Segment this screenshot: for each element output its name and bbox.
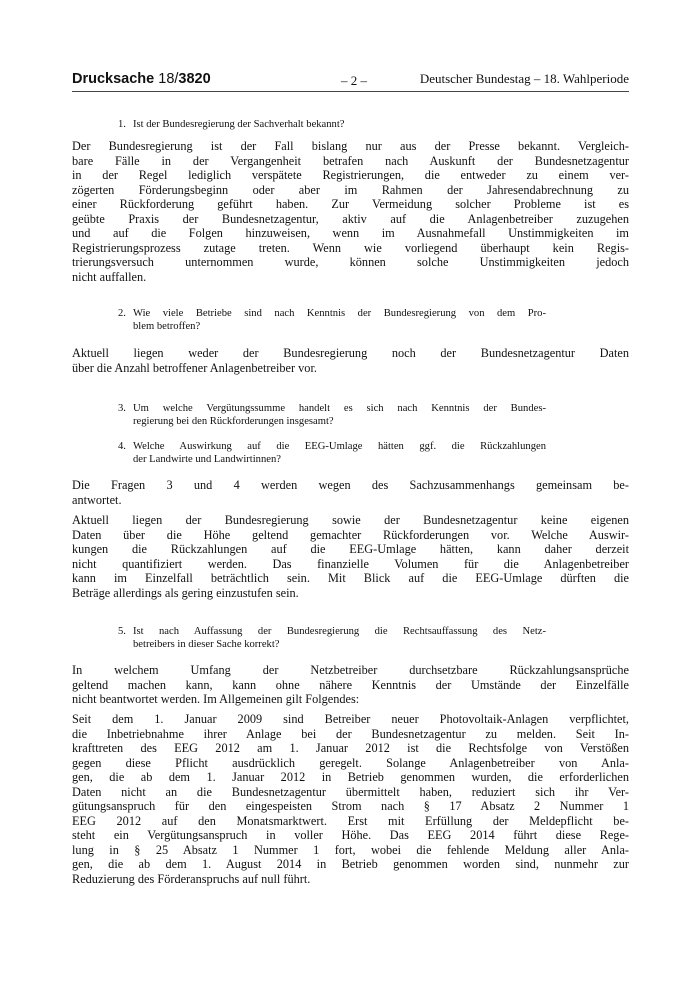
- answer-line: gegen diese Pflicht ausdrücklich geregelt. Solange Anlagenbetreiber von Anla-: [72, 755, 629, 770]
- question-2: [118, 307, 546, 333]
- answer-line: In welchem Umfang der Netzbetreiber durchsetzbare Rückzahlungsansprüche: [72, 663, 629, 677]
- answer-3-4-intro: [72, 478, 629, 507]
- question-line: Welche Auswirkung auf die EEG-Umlage hätten ggf. die Rückzahlungen: [133, 441, 546, 452]
- answer-line: Registrierungsprozess zutage treten. Wenn wie vorliegend überhaupt kein Regis-: [72, 240, 629, 255]
- answer-line: Seit dem 1. Januar 2009 sind Betreiber neuer Photovoltaik-Anlagen verpflichtet,: [72, 712, 629, 726]
- answer-line: und auf die Folgen hinzuweisen, wenn im Ausnahmefall Unstimmigkeiten im: [72, 226, 629, 240]
- question-number: 3.: [118, 403, 126, 414]
- answer-line: kann im Einzelfall beträchtlich sein. Mit Blick auf die EEG-Umlage dürften die: [72, 571, 629, 585]
- page-header: [72, 71, 629, 91]
- answer-line: geltend machen kann, kann ohne nähere Kenntnis der Umstände der Einzelfälle: [72, 677, 629, 692]
- question-number: 2.: [118, 308, 126, 319]
- answer-line: Daten nicht an die Bundesnetzagentur übermittelt haben, reduziert sich ihr Ver-: [72, 784, 629, 799]
- question-1: [118, 118, 546, 131]
- answer-5-intro: [72, 663, 629, 707]
- answer-line: Die Fragen 3 und 4 werden wegen des Sachzusammenhangs gemeinsam be-: [72, 478, 629, 492]
- question-line: betreibers in dieser Sache korrekt?: [133, 639, 280, 650]
- answer-line: Beträge allerdings als gering einzustufen sein.: [72, 585, 299, 600]
- answer-3-4: [72, 513, 629, 600]
- question-line: der Landwirte und Landwirtinnen?: [133, 454, 281, 465]
- question-line: Um welche Vergütungssumme handelt es sich nach Kenntnis der Bundes-: [133, 403, 546, 414]
- drucksache-number: 3820: [178, 71, 211, 87]
- answer-1: [72, 139, 629, 284]
- page-number: – 2 –: [341, 73, 367, 88]
- answer-line: nicht beantwortet werden. Im Allgemeinen gilt Folgendes:: [72, 692, 360, 706]
- answer-line: gütungsanspruch für den eingespeisten Strom nach § 17 Absatz 2 Nummer 1: [72, 799, 629, 813]
- question-5: [118, 625, 546, 651]
- answer-line: geübte Praxis der Bundesnetzagentur, aktiv auf die Anlagenbetreiber zuzugehen: [72, 211, 629, 226]
- question-4: [118, 440, 546, 466]
- question-line: Ist nach Auffassung der Bundesregierung die Rechtsauffassung des Netz-: [133, 626, 546, 637]
- answer-line: lung in § 25 Absatz 1 Nummer 1 fort, wobei die fehlende Meldung aller Anla-: [72, 842, 629, 857]
- answer-line: nicht quantifiziert werden. Das finanzielle Volumen für die Anlagenbetreiber: [72, 556, 629, 571]
- institution-name: Deutscher Bundestag – 18. Wahlperiode: [419, 71, 629, 86]
- answer-line: Aktuell liegen weder der Bundesregierung noch der Bundesnetzagentur Daten: [72, 346, 629, 360]
- answer-line: in der Regel lediglich verspätete Registrierungen, die entweder zu einem ver-: [72, 168, 629, 182]
- answer-line: Der Bundesregierung ist der Fall bislang nur aus der Presse bekannt. Vergleich-: [72, 139, 629, 153]
- question-3: [118, 402, 546, 428]
- answer-line: krafttreten des EEG 2012 am 1. Januar 2012 ist die Rechtsfolge von Verstößen: [72, 741, 629, 755]
- question-number: 4.: [118, 441, 126, 452]
- question-number: 5.: [118, 626, 126, 637]
- answer-line: kungen die Rückzahlungen auf die EEG-Umlage hätten, kann daher derzeit: [72, 542, 629, 556]
- drucksache-label: Drucksache: [72, 71, 155, 87]
- answer-line: gen, die ab dem 1. Januar 2012 in Betrieb genommen wurden, die erforderlichen: [72, 770, 629, 784]
- drucksache-prefix: 18/: [158, 71, 179, 87]
- answer-5: [72, 712, 629, 886]
- question-number: 1.: [118, 119, 126, 130]
- answer-line: EEG 2012 auf den Monatsmarktwert. Erst mit Erfüllung der Meldepflicht be-: [72, 813, 629, 828]
- drucksache-reference: [72, 71, 211, 87]
- header-rule: [72, 91, 629, 92]
- answer-line: trierungsversuch unternommen wurde, können solche Unstimmigkeiten jedoch: [72, 255, 629, 269]
- answer-2: [72, 346, 629, 375]
- answer-line: Aktuell liegen der Bundesregierung sowie der Bundesnetzagentur keine eigenen: [72, 513, 629, 527]
- answer-line: nicht auffallen.: [72, 269, 147, 284]
- question-line: regierung bei den Rückforderungen insgesamt?: [133, 416, 334, 427]
- answer-line: die Inbetriebnahme ihrer Anlage bei der Bundesnetzagentur zu melden. Seit In-: [72, 726, 629, 741]
- question-line: Wie viele Betriebe sind nach Kenntnis der Bundesregierung von dem Pro-: [133, 308, 546, 319]
- answer-line: antwortet.: [72, 492, 122, 507]
- answer-line: bare Fälle in der Vergangenheit betrafen nach Auskunft der Bundesnetzagentur: [72, 153, 629, 168]
- answer-line: steht ein Vergütungsanspruch in voller Höhe. Das EEG 2014 führt diese Rege-: [72, 828, 629, 842]
- question-line: Ist der Bundesregierung der Sachverhalt bekannt?: [133, 119, 345, 130]
- answer-line: zögerten Förderungsbeginn oder aber im Rahmen der Jahresendabrechnung zu: [72, 182, 629, 197]
- answer-line: über die Anzahl betroffener Anlagenbetreiber vor.: [72, 360, 317, 375]
- answer-line: Daten über die Höhe geltend gemachter Rückforderungen vor. Welche Auswir-: [72, 527, 629, 542]
- answer-line: einer Rückforderung geführt haben. Zur Vermeidung solcher Probleme ist es: [72, 197, 629, 211]
- answer-line: Reduzierung des Förderanspruchs auf null führt.: [72, 871, 311, 886]
- answer-line: gen, die ab dem 1. August 2014 in Betrieb genommen worden sind, nunmehr zur: [72, 857, 629, 871]
- question-line: blem betroffen?: [133, 321, 201, 332]
